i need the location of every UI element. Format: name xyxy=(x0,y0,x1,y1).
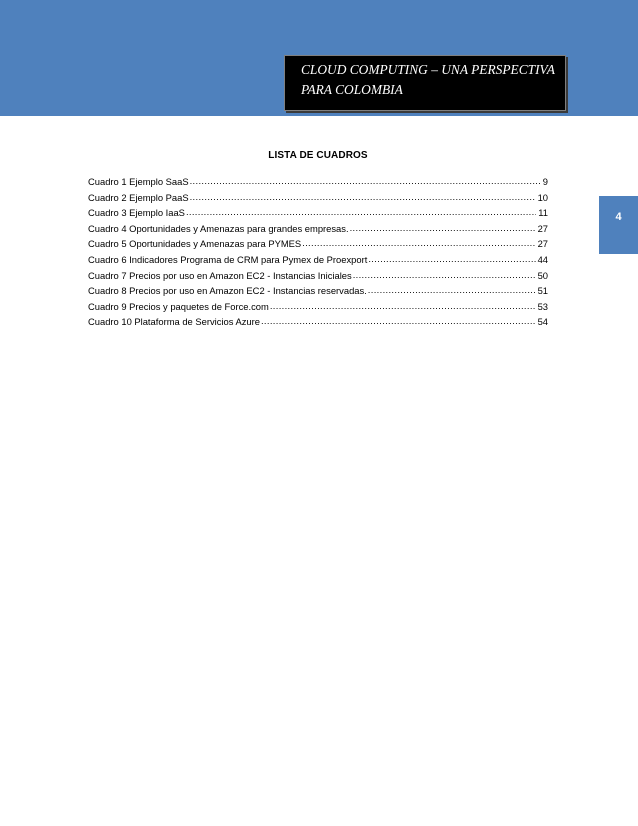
toc-entry-label: Cuadro 4 Oportunidades y Amenazas para grandes empresas. xyxy=(88,222,349,234)
toc-list xyxy=(88,174,548,330)
toc-dot-leader xyxy=(190,190,536,205)
toc-entry-label: Cuadro 7 Precios por uso en Amazon EC2 - Instancias Iniciales xyxy=(88,269,352,281)
toc-entry[interactable] xyxy=(88,190,548,206)
document-title-line-2: PARA COLOMBIA xyxy=(301,82,403,97)
toc-entry-label: Cuadro 3 Ejemplo IaaS xyxy=(88,207,185,219)
toc-entry[interactable] xyxy=(88,299,548,315)
toc-dot-leader xyxy=(353,268,536,283)
toc-entry-label: Cuadro 2 Ejemplo PaaS xyxy=(88,191,189,203)
toc-dot-leader xyxy=(270,299,536,314)
toc-entry-label: Cuadro 8 Precios por uso en Amazon EC2 - Instancias reservadas. xyxy=(88,285,367,297)
page-number: 4 xyxy=(615,211,622,223)
toc-entry-label: Cuadro 5 Oportunidades y Amenazas para PYMES xyxy=(88,238,302,250)
toc-entry-page: 44 xyxy=(537,253,548,265)
toc-dot-leader xyxy=(350,221,536,236)
document-title-box xyxy=(284,55,566,111)
toc-dot-leader xyxy=(190,174,541,189)
toc-entry-page: 51 xyxy=(537,285,548,297)
page-number-tab xyxy=(599,196,638,254)
toc-entry[interactable] xyxy=(88,268,548,284)
toc-entry[interactable] xyxy=(88,283,548,299)
toc-entry[interactable] xyxy=(88,252,548,268)
toc-entry[interactable] xyxy=(88,221,548,237)
toc-entry[interactable] xyxy=(88,205,548,221)
toc-dot-leader xyxy=(302,236,535,251)
toc-entry-page: 50 xyxy=(537,269,548,281)
toc-entry-label: Cuadro 9 Precios y paquetes de Force.com xyxy=(88,300,269,312)
toc-entry[interactable] xyxy=(88,174,548,190)
toc-entry[interactable] xyxy=(88,236,548,252)
toc-dot-leader xyxy=(186,205,536,220)
toc-entry-page: 27 xyxy=(537,222,548,234)
toc-entry-page: 53 xyxy=(537,300,548,312)
toc-heading: LISTA DE CUADROS xyxy=(268,150,368,161)
toc-entry-page: 9 xyxy=(542,176,548,187)
toc-entry-label: Cuadro 1 Ejemplo SaaS xyxy=(88,176,189,187)
toc-entry-page: 54 xyxy=(537,316,548,328)
toc-entry-page: 11 xyxy=(538,207,548,219)
toc-entry-label: Cuadro 10 Plataforma de Servicios Azure xyxy=(88,316,260,328)
toc-entry-page: 10 xyxy=(537,191,548,203)
toc-entry-page: 27 xyxy=(537,238,548,250)
document-title-line-1: CLOUD COMPUTING – UNA PERSPECTIVA xyxy=(301,62,555,77)
toc-entry[interactable] xyxy=(88,314,548,330)
toc-dot-leader xyxy=(368,283,536,298)
toc-dot-leader xyxy=(368,252,535,267)
toc-entry-label: Cuadro 6 Indicadores Programa de CRM para Pymex de Proexport xyxy=(88,253,368,265)
toc-dot-leader xyxy=(261,314,536,329)
